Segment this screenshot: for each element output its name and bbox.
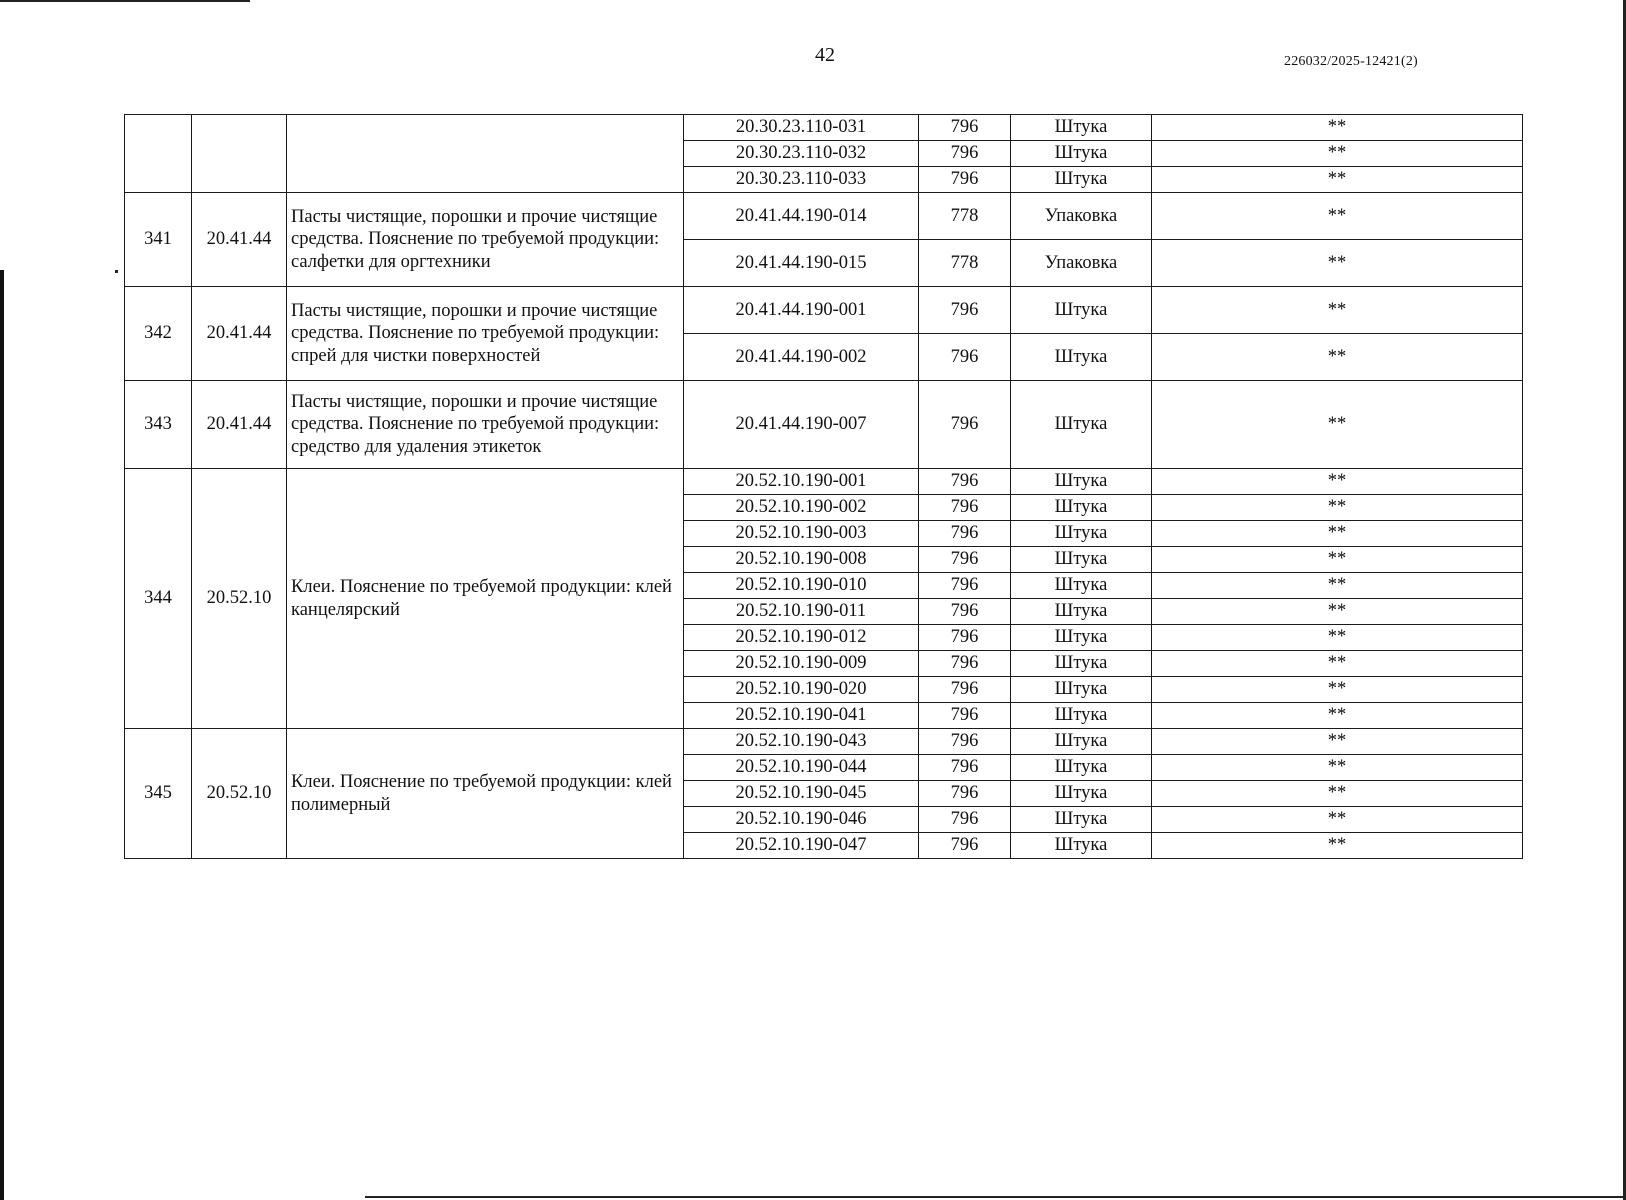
mark-cell: ** [1152, 755, 1523, 781]
product-name-cell [287, 115, 684, 193]
okpd-code-cell: 20.41.44 [192, 193, 287, 287]
ktru-code-cell: 20.52.10.190-001 [684, 469, 919, 495]
unit-cell: Штука [1011, 167, 1152, 193]
unit-cell: Штука [1011, 677, 1152, 703]
unit-cell: Штука [1011, 547, 1152, 573]
table-row [125, 115, 1523, 141]
table-row [125, 287, 1523, 334]
mark-cell: ** [1152, 469, 1523, 495]
okei-code-cell: 796 [919, 381, 1011, 469]
ktru-code-cell: 20.41.44.190-015 [684, 240, 919, 287]
okei-code-cell: 796 [919, 599, 1011, 625]
item-number-cell: 342 [125, 287, 192, 381]
item-number-cell [125, 115, 192, 193]
unit-cell: Штука [1011, 495, 1152, 521]
mark-cell: ** [1152, 573, 1523, 599]
product-name-cell: Клеи. Пояснение по требуемой продукции: клей канцелярский [287, 469, 684, 729]
mark-cell: ** [1152, 677, 1523, 703]
unit-cell: Штука [1011, 781, 1152, 807]
ktru-code-cell: 20.41.44.190-002 [684, 334, 919, 381]
unit-cell: Упаковка [1011, 193, 1152, 240]
unit-cell: Штука [1011, 115, 1152, 141]
ktru-code-cell: 20.52.10.190-041 [684, 703, 919, 729]
unit-cell: Штука [1011, 599, 1152, 625]
unit-cell: Штука [1011, 469, 1152, 495]
ktru-code-cell: 20.52.10.190-043 [684, 729, 919, 755]
okei-code-cell: 796 [919, 287, 1011, 334]
unit-cell: Упаковка [1011, 240, 1152, 287]
mark-cell: ** [1152, 240, 1523, 287]
mark-cell: ** [1152, 521, 1523, 547]
ktru-code-cell: 20.41.44.190-001 [684, 287, 919, 334]
scan-left-edge [0, 270, 4, 1200]
unit-cell: Штука [1011, 625, 1152, 651]
okei-code-cell: 796 [919, 495, 1011, 521]
okei-code-cell: 796 [919, 651, 1011, 677]
mark-cell: ** [1152, 334, 1523, 381]
ktru-code-cell: 20.41.44.190-014 [684, 193, 919, 240]
table-row [125, 381, 1523, 469]
document-id: 226032/2025-12421(2) [1284, 54, 1418, 69]
ktru-code-cell: 20.52.10.190-046 [684, 807, 919, 833]
scan-top-rule [0, 0, 250, 2]
okei-code-cell: 796 [919, 547, 1011, 573]
ktru-code-cell: 20.52.10.190-020 [684, 677, 919, 703]
ktru-code-cell: 20.41.44.190-007 [684, 381, 919, 469]
product-name-cell: Пасты чистящие, порошки и прочие чистящие средства. Пояснение по требуемой продукции: спрей для чистки поверхностей [287, 287, 684, 381]
mark-cell: ** [1152, 495, 1523, 521]
table-row [125, 193, 1523, 240]
product-name-cell: Клеи. Пояснение по требуемой продукции: клей полимерный [287, 729, 684, 859]
products-table-body [125, 115, 1523, 859]
unit-cell: Штука [1011, 573, 1152, 599]
okei-code-cell: 796 [919, 573, 1011, 599]
item-number-cell: 345 [125, 729, 192, 859]
ktru-code-cell: 20.52.10.190-012 [684, 625, 919, 651]
mark-cell: ** [1152, 833, 1523, 859]
item-number-cell: 344 [125, 469, 192, 729]
mark-cell: ** [1152, 381, 1523, 469]
mark-cell: ** [1152, 625, 1523, 651]
ktru-code-cell: 20.52.10.190-045 [684, 781, 919, 807]
mark-cell: ** [1152, 287, 1523, 334]
okpd-code-cell: 20.52.10 [192, 469, 287, 729]
page-number: 42 [815, 44, 835, 66]
okei-code-cell: 796 [919, 115, 1011, 141]
unit-cell: Штука [1011, 381, 1152, 469]
ktru-code-cell: 20.52.10.190-047 [684, 833, 919, 859]
ktru-code-cell: 20.30.23.110-033 [684, 167, 919, 193]
mark-cell: ** [1152, 807, 1523, 833]
okpd-code-cell: 20.41.44 [192, 381, 287, 469]
unit-cell: Штука [1011, 521, 1152, 547]
okei-code-cell: 796 [919, 521, 1011, 547]
table-row [125, 729, 1523, 755]
ktru-code-cell: 20.52.10.190-008 [684, 547, 919, 573]
unit-cell: Штука [1011, 334, 1152, 381]
ktru-code-cell: 20.52.10.190-002 [684, 495, 919, 521]
mark-cell: ** [1152, 651, 1523, 677]
okei-code-cell: 796 [919, 141, 1011, 167]
ktru-code-cell: 20.52.10.190-009 [684, 651, 919, 677]
ktru-code-cell: 20.52.10.190-010 [684, 573, 919, 599]
okei-code-cell: 778 [919, 240, 1011, 287]
okei-code-cell: 796 [919, 833, 1011, 859]
ktru-code-cell: 20.52.10.190-044 [684, 755, 919, 781]
okei-code-cell: 796 [919, 469, 1011, 495]
mark-cell: ** [1152, 703, 1523, 729]
mark-cell: ** [1152, 141, 1523, 167]
okpd-code-cell: 20.52.10 [192, 729, 287, 859]
table-row [125, 469, 1523, 495]
mark-cell: ** [1152, 781, 1523, 807]
unit-cell: Штука [1011, 141, 1152, 167]
products-table [124, 114, 1523, 859]
ktru-code-cell: 20.52.10.190-003 [684, 521, 919, 547]
mark-cell: ** [1152, 167, 1523, 193]
unit-cell: Штука [1011, 651, 1152, 677]
product-name-cell: Пасты чистящие, порошки и прочие чистящие средства. Пояснение по требуемой продукции: средство для удаления этикеток [287, 381, 684, 469]
mark-cell: ** [1152, 547, 1523, 573]
unit-cell: Штука [1011, 287, 1152, 334]
ktru-code-cell: 20.52.10.190-011 [684, 599, 919, 625]
unit-cell: Штука [1011, 703, 1152, 729]
ktru-code-cell: 20.30.23.110-031 [684, 115, 919, 141]
scan-bottom-rule [365, 1196, 1626, 1198]
unit-cell: Штука [1011, 729, 1152, 755]
okei-code-cell: 796 [919, 755, 1011, 781]
mark-cell: ** [1152, 729, 1523, 755]
okei-code-cell: 796 [919, 334, 1011, 381]
item-number-cell: 341 [125, 193, 192, 287]
scan-artifact-dot [115, 270, 118, 273]
item-number-cell: 343 [125, 381, 192, 469]
unit-cell: Штука [1011, 807, 1152, 833]
okei-code-cell: 796 [919, 781, 1011, 807]
okei-code-cell: 796 [919, 167, 1011, 193]
mark-cell: ** [1152, 115, 1523, 141]
okei-code-cell: 796 [919, 703, 1011, 729]
okei-code-cell: 796 [919, 677, 1011, 703]
okpd-code-cell: 20.41.44 [192, 287, 287, 381]
unit-cell: Штука [1011, 833, 1152, 859]
okei-code-cell: 796 [919, 625, 1011, 651]
okei-code-cell: 796 [919, 729, 1011, 755]
mark-cell: ** [1152, 599, 1523, 625]
okei-code-cell: 778 [919, 193, 1011, 240]
okpd-code-cell [192, 115, 287, 193]
okei-code-cell: 796 [919, 807, 1011, 833]
ktru-code-cell: 20.30.23.110-032 [684, 141, 919, 167]
product-name-cell: Пасты чистящие, порошки и прочие чистящие средства. Пояснение по требуемой продукции: салфетки для оргтехники [287, 193, 684, 287]
unit-cell: Штука [1011, 755, 1152, 781]
mark-cell: ** [1152, 193, 1523, 240]
